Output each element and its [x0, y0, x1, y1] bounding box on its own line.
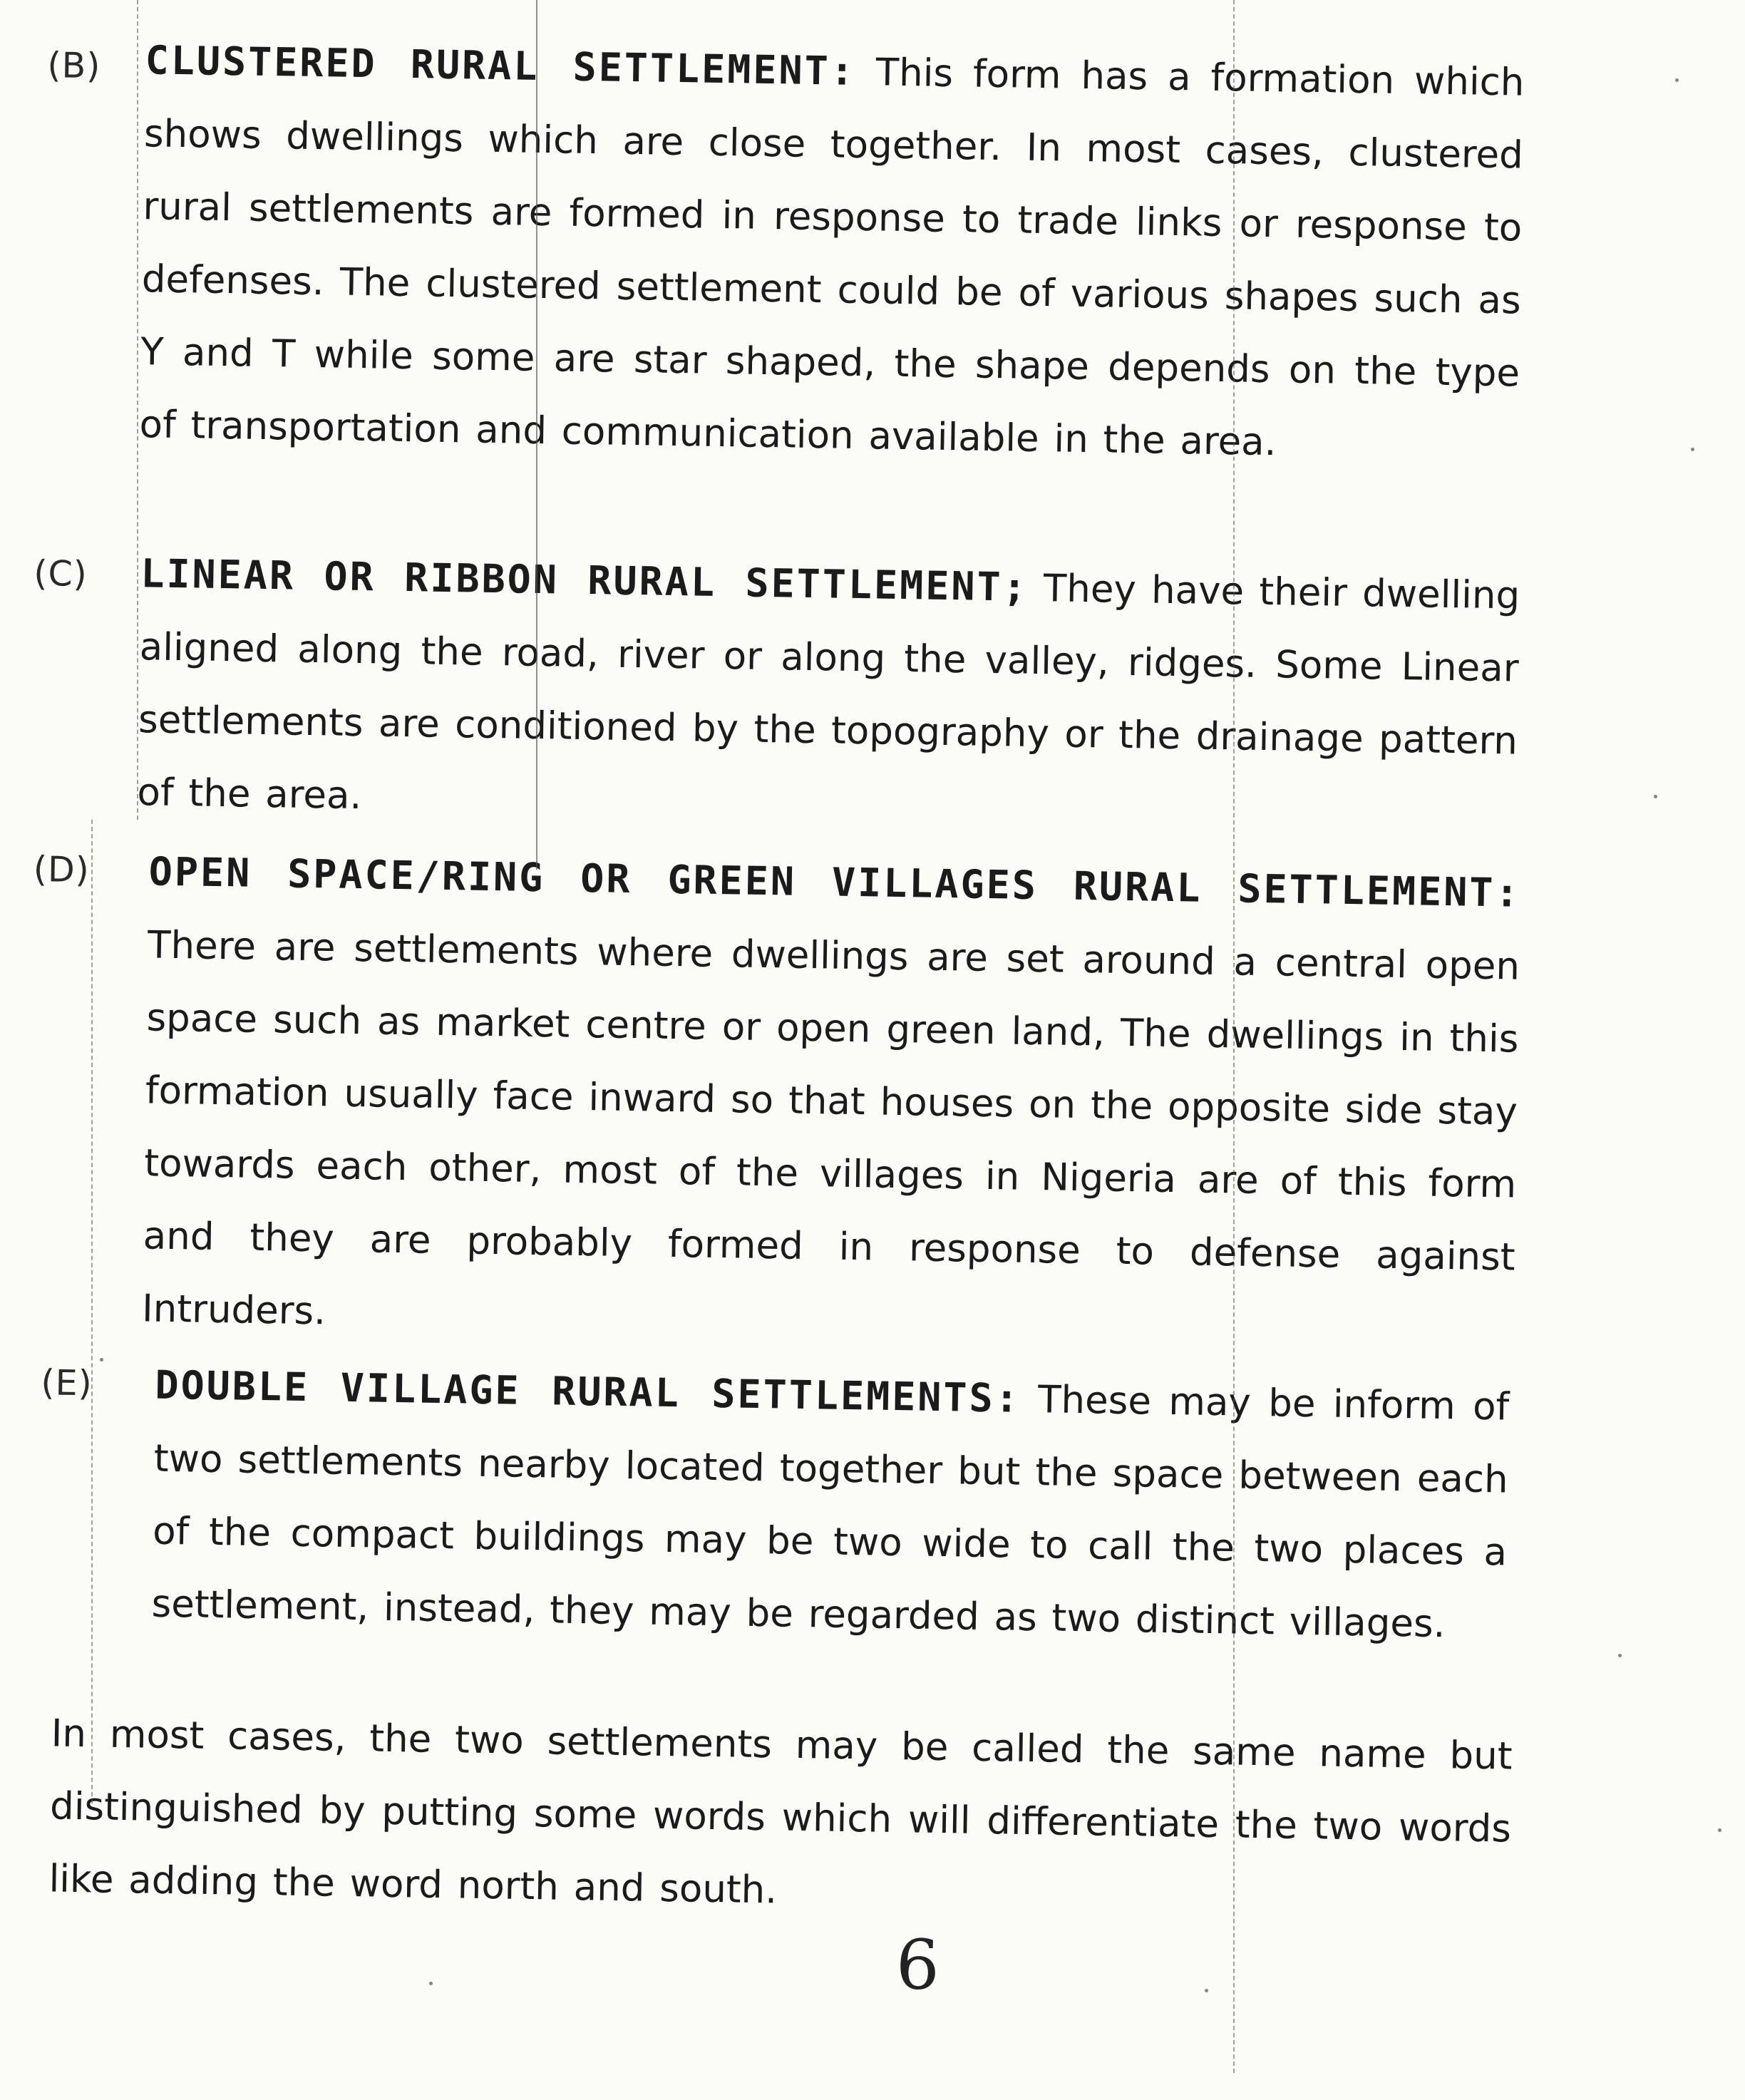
scan-speck	[1618, 1654, 1622, 1657]
page-number: 6	[895, 1925, 940, 2006]
section-d-heading: OPEN SPACE/RING OR GREEN VILLAGES RURAL SETTLEMENT:	[148, 848, 1522, 916]
closing-paragraph: In most cases, the two settlements may be called the same name but distinguished by putting some words which will differentiate the two words like adding the word north and south.	[48, 1712, 1513, 1913]
section-b-label: (B)	[47, 45, 101, 87]
scan-speck	[1654, 795, 1657, 798]
section-d-paragraph	[141, 835, 1521, 1366]
left-margin-rule-lower	[91, 820, 93, 1803]
section-e-label: (E)	[41, 1362, 93, 1404]
scan-speck	[1718, 1828, 1721, 1832]
left-margin-rule	[137, 0, 138, 820]
section-d-text: There are settlements where dwellings are set around a central open space such as market centre or open green land, The dwellings in this formation usually face inward so that houses on the opposite side stay towards each other, most of the villages in Nigeria are of this form and they are probably formed in response to defense against Intruders.	[141, 923, 1520, 1334]
section-c-paragraph	[137, 537, 1520, 850]
section-e-paragraph	[151, 1349, 1510, 1662]
section-e-heading: DOUBLE VILLAGE RURAL SETTLEMENTS:	[155, 1362, 1021, 1421]
section-d-label: (D)	[33, 848, 91, 891]
section-e-text: These may be inform of two settlements nearby located together but the space between each of the compact buildings may be two wide to call the two places a settlement, instead, they may be regarded as two distinct villages.	[151, 1378, 1510, 1647]
section-b-paragraph	[139, 24, 1525, 483]
section-b-heading: CLUSTERED RURAL SETTLEMENT:	[145, 37, 857, 94]
scan-speck	[100, 1358, 103, 1362]
scan-speck	[1691, 448, 1694, 451]
scan-speck	[1205, 1989, 1208, 1992]
center-fold-line	[536, 0, 537, 870]
scan-speck	[429, 1982, 433, 1985]
scan-speck	[1675, 78, 1679, 82]
section-c-heading: LINEAR OR RIBBON RURAL SETTLEMENT;	[140, 550, 1029, 610]
section-b-text: This form has a formation which shows dwellings which are close together. In most cases, clustered rural settlements are formed in response to trade links or response to defenses. The clustered settlement could be of various shapes such as Y and T while some are star shaped, the shape depends on the type of transportation and communication available in the area.	[139, 51, 1525, 465]
section-c-label: (C)	[33, 552, 88, 595]
right-fold-line	[1233, 0, 1235, 2073]
section-c-text: They have their dwelling aligned along the road, river or along the valley, ridges. Some Linear settlements are conditioned by the topography or the drainage pattern of the area.	[137, 567, 1520, 818]
